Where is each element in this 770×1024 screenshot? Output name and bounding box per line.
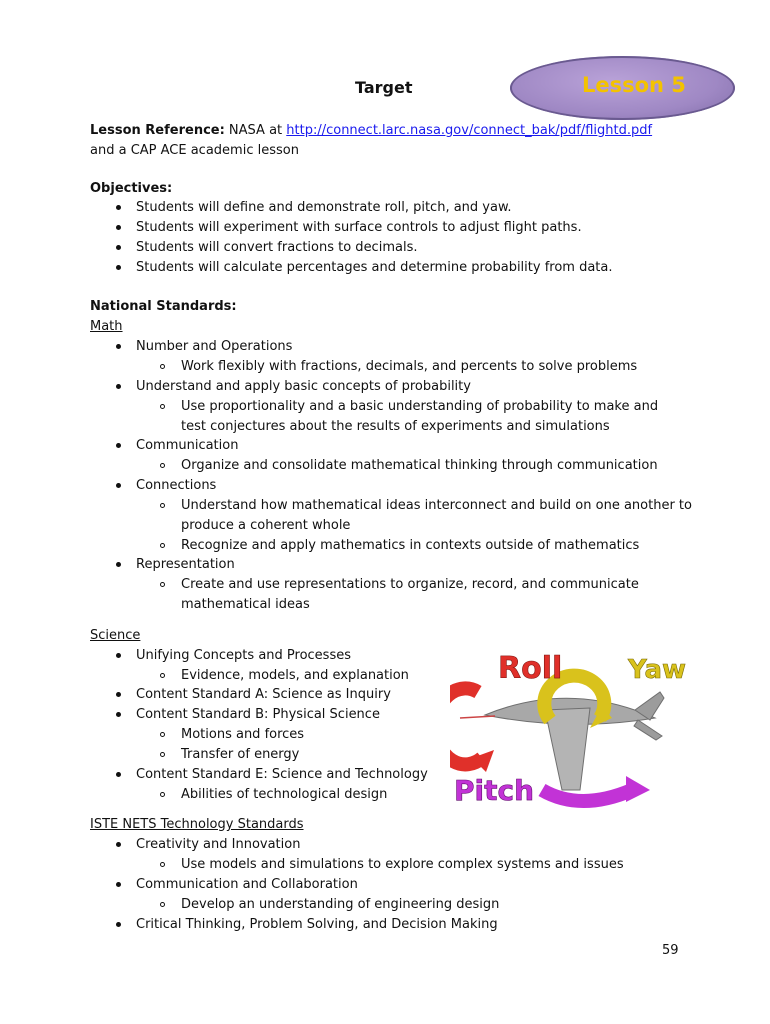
sub-bullet bbox=[160, 673, 165, 678]
lesson-badge-label: Lesson 5 bbox=[582, 73, 686, 97]
bullet bbox=[116, 882, 121, 887]
math-item: Communication bbox=[136, 438, 239, 453]
bullet bbox=[116, 562, 121, 567]
math-subitem-cont: mathematical ideas bbox=[181, 597, 310, 612]
bullet bbox=[116, 712, 121, 717]
math-subitem: Organize and consolidate mathematical thinking through communication bbox=[181, 458, 658, 473]
sub-bullet bbox=[160, 752, 165, 757]
science-subitem: Transfer of energy bbox=[181, 747, 300, 762]
lesson-reference-text: NASA at bbox=[224, 123, 287, 138]
bullet bbox=[116, 772, 121, 777]
bullet bbox=[116, 443, 121, 448]
sub-bullet bbox=[160, 543, 165, 548]
sub-bullet bbox=[160, 463, 165, 468]
math-item: Understand and apply basic concepts of probability bbox=[136, 379, 471, 394]
sub-bullet bbox=[160, 792, 165, 797]
math-subitem: Work flexibly with fractions, decimals, and percents to solve problems bbox=[181, 359, 638, 374]
iste-subitem: Develop an understanding of engineering design bbox=[181, 897, 500, 912]
sub-bullet bbox=[160, 503, 165, 508]
science-subitem: Evidence, models, and explanation bbox=[181, 668, 409, 683]
iste-subitem: Use models and simulations to explore complex systems and issues bbox=[181, 857, 624, 872]
iste-item: Communication and Collaboration bbox=[136, 877, 358, 892]
math-subitem-cont: produce a coherent whole bbox=[181, 518, 351, 533]
science-item: Content Standard B: Physical Science bbox=[136, 707, 380, 722]
math-subitem: Understand how mathematical ideas interconnect and build on one another to bbox=[181, 498, 692, 513]
roll-arrow bbox=[450, 688, 482, 764]
lesson-reference bbox=[90, 122, 652, 140]
bullet bbox=[116, 265, 121, 270]
bullet bbox=[116, 842, 121, 847]
math-subitem-cont: test conjectures about the results of experiments and simulations bbox=[181, 419, 610, 434]
science-subitem: Motions and forces bbox=[181, 727, 305, 742]
sub-bullet bbox=[160, 732, 165, 737]
bullet bbox=[116, 922, 121, 927]
iste-item: Creativity and Innovation bbox=[136, 837, 301, 852]
lesson-reference-line2: and a CAP ACE academic lesson bbox=[90, 143, 299, 158]
objective-item: Students will experiment with surface controls to adjust flight paths. bbox=[136, 220, 582, 235]
national-standards-heading: National Standards: bbox=[90, 299, 237, 314]
objectives-heading: Objectives: bbox=[90, 181, 173, 196]
airplane-tail-plane bbox=[634, 720, 662, 740]
page-number: 59 bbox=[662, 943, 679, 958]
math-heading: Math bbox=[90, 319, 123, 334]
objective-item: Students will convert fractions to decimals. bbox=[136, 240, 418, 255]
lesson-reference-label: Lesson Reference: bbox=[90, 123, 225, 138]
pitch-label: Pitch bbox=[454, 774, 535, 807]
iste-heading: ISTE NETS Technology Standards bbox=[90, 817, 304, 832]
bullet bbox=[116, 653, 121, 658]
sub-bullet bbox=[160, 862, 165, 867]
yaw-label: Yaw bbox=[628, 655, 687, 685]
math-subitem: Recognize and apply mathematics in contexts outside of mathematics bbox=[181, 538, 640, 553]
math-item: Number and Operations bbox=[136, 339, 293, 354]
bullet bbox=[116, 692, 121, 697]
pitch-arrow-head bbox=[626, 776, 650, 802]
science-item: Content Standard A: Science as Inquiry bbox=[136, 687, 391, 702]
sub-bullet bbox=[160, 404, 165, 409]
math-item: Representation bbox=[136, 557, 235, 572]
bullet bbox=[116, 245, 121, 250]
math-subitem: Use proportionality and a basic understanding of probability to make and bbox=[181, 399, 659, 414]
sub-bullet bbox=[160, 582, 165, 587]
page-title: Target bbox=[355, 78, 413, 97]
pitch-arrow bbox=[542, 790, 632, 801]
sub-bullet bbox=[160, 902, 165, 907]
airplane-wing bbox=[545, 708, 590, 790]
bullet bbox=[116, 384, 121, 389]
bullet bbox=[116, 483, 121, 488]
bullet bbox=[116, 344, 121, 349]
iste-item: Critical Thinking, Problem Solving, and Decision Making bbox=[136, 917, 498, 932]
math-subitem: Create and use representations to organize, record, and communicate bbox=[181, 577, 639, 592]
roll-label: Roll bbox=[498, 651, 563, 686]
objective-item: Students will define and demonstrate roll, pitch, and yaw. bbox=[136, 200, 512, 215]
math-item: Connections bbox=[136, 478, 217, 493]
science-heading: Science bbox=[90, 628, 141, 643]
objective-item: Students will calculate percentages and determine probability from data. bbox=[136, 260, 613, 275]
bullet bbox=[116, 225, 121, 230]
lesson-reference-link[interactable]: http://connect.larc.nasa.gov/connect_bak/pdf/flightd.pdf bbox=[286, 123, 653, 138]
science-item: Content Standard E: Science and Technology bbox=[136, 767, 428, 782]
science-subitem: Abilities of technological design bbox=[181, 787, 388, 802]
science-item: Unifying Concepts and Processes bbox=[136, 648, 351, 663]
sub-bullet bbox=[160, 364, 165, 369]
bullet bbox=[116, 205, 121, 210]
roll-pitch-yaw-figure bbox=[450, 640, 690, 820]
